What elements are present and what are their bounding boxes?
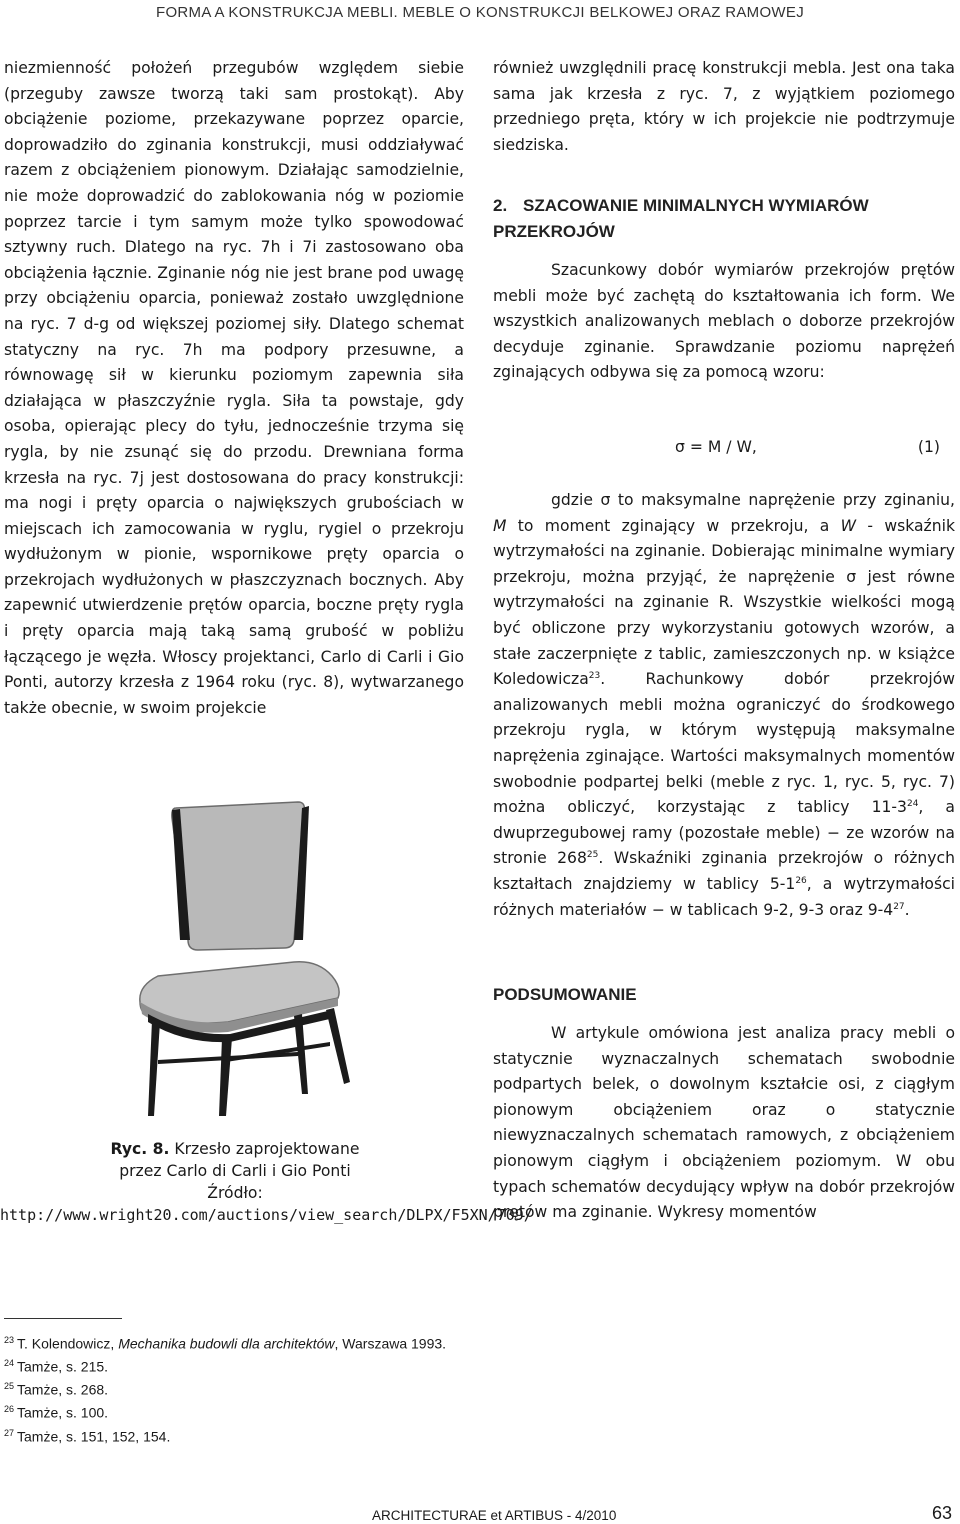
- page-number: 63: [931, 1503, 952, 1523]
- footnote: $^{27}$ Tamże, s. 151, 152, 154.: [4, 1427, 171, 1445]
- right-column-top: [493, 56, 955, 158]
- right-column-summary: [493, 1021, 955, 1226]
- source-label: Źródło:: [207, 1184, 263, 1202]
- journal-name: ARCHITECTURAE et ARTIBUS - 4/2010: [372, 1508, 617, 1523]
- footnote: $^{23}$ T. Kolendowicz, Mechanika budowli dla architektów, Warszawa 1993.: [4, 1335, 447, 1352]
- footnotes: [4, 1331, 704, 1447]
- footnote-ref: 23: [588, 670, 601, 681]
- chair-photo: [118, 790, 360, 1120]
- footnote-ref: 25: [586, 850, 599, 861]
- paragraph: gdzie σ to maksymalne naprężenie przy zginaniu, M to moment zginający w przekroju, a W - wskaźnik wytrzymałości na zginanie. Dobierając minimalne wymiary przekroju, można przyjąć, że naprężenie σ jest równe wytrzymałości na zginanie R. Wszystkie wielkości mogą być obliczone przy wykorzystaniu gotowych wzorów, a stałe zaczerpnięte z tablic, zamieszczonych np. w książce Koledowicza$^{23}$. Rachunkowy dobór przekrojów analizowanych mebli można ograniczyć do środkowego przekroju rygla, w którym występują maksymalne naprężenia zginające. Wartości maksymalnych momentów swobodnie podpartej belki (meble z ryc. 1, ryc. 5, ryc. 7) można obliczyć, korzystając z tablicy $11-3^{24}$, a dwuprzegubowej ramy (pozostałe meble) − ze wzorów na stronie $268^{25}$. Wskaźniki zginania przekrojów o różnych kształtach znajdziemy w tablicy $5-1^{26}$, a wytrzymałości różnych materiałów − w tablicach 9-2, 9-3 oraz $9-4^{27}$.: [493, 491, 955, 919]
- footnote-divider: [4, 1318, 122, 1319]
- caption-line-1: Krzesło zaprojektowane: [174, 1140, 360, 1158]
- paragraph: Szacunkowy dobór wymiarów przekrojów prętów mebli może być zachętą do kształtowania ich form. We wszystkich analizowanych meblach o doborze przekrojów decyduje zginanie. Sprawdzanie poziomu naprężeń zginających odbywa się za pomocą wzoru:: [493, 261, 955, 382]
- footnote-ref: 27: [893, 901, 905, 912]
- footnote-ref: 24: [906, 798, 919, 809]
- figure-caption: [0, 1138, 533, 1226]
- footnote: $^{26}$ Tamże, s. 100.: [4, 1404, 109, 1422]
- formula-expression: σ = M / W,: [675, 438, 757, 456]
- caption-line-2: przez Carlo di Carli i Gio Ponti: [119, 1162, 351, 1180]
- right-column-low: [493, 488, 955, 923]
- left-column: [4, 56, 464, 721]
- summary-heading: PODSUMOWANIE: [493, 985, 637, 1004]
- right-column-mid: [493, 258, 955, 386]
- paragraph: W artykule omówiona jest analiza pracy mebli o statycznie wyznaczalnych schematach swobodnie podpartych belek, o dowolnym kształcie osi, z ciągłym pionowym obciążeniem oraz o statycznie niewyznaczalnych schematach ramowych, z obciążeniem pionowym ciągłym i obciążeniem poziomym. W obu typach schematów decydujący wpływ na dobór przekrojów prętów ma zginanie. Wykresy momentów: [493, 1024, 955, 1222]
- section-number: 2.: [493, 196, 508, 215]
- source-url: http://www.wright20.com/auctions/view_search/DLPX/F5XN/709/: [0, 1206, 533, 1224]
- running-header: FORMA A KONSTRUKCJA MEBLI. MEBLE O KONSTRUKCJI BELKOWEJ ORAZ RAMOWEJ: [155, 4, 804, 21]
- footnote: $^{24}$ Tamże, s. 215.: [4, 1358, 109, 1375]
- section-2-heading: [493, 193, 933, 245]
- formula-1: [675, 438, 940, 464]
- formula-number: (1): [917, 438, 940, 456]
- section-title: SZACOWANIE MINIMALNYCH WYMIARÓW PRZEKROJÓW: [493, 196, 869, 241]
- paragraph: również uwzględnili pracę konstrukcji mebla. Jest ona taka sama jak krzesła z ryc. 7, z wyjątkiem poziomego przedniego pręta, który w ich projekcie nie podtrzymuje siedziska.: [493, 59, 955, 154]
- figure-label: Ryc. 8.: [110, 1140, 170, 1158]
- paragraph: niezmienność położeń przegubów względem siebie (przeguby zawsze tworzą taki sam prostokąt). Aby obciążenie poziome, przekazywane poprzez oparcie, doprowadziło do zginania konstrukcji, musi oddziaływać razem z obciążeniem pionowym. Działając samodzielnie, nie może doprowadzić do zablokowania nóg w poziomie poprzez tarcie i tym samym może tylko spowodować sztywny ruch. Dlatego na ryc. 7h i 7i zastosowano oba obciążenia łącznie. Zginanie nóg nie jest brane pod uwagę przy obciążeniu oparcia, ponieważ zostało uwzględnione na ryc. 7 d-g od większej poziomej siły. Dlatego schemat statyczny na ryc. 7h ma podpory przesuwne, a równowagę sił w kierunku poziomym zapewnia siła działająca w płaszczyźnie rygla. Siła ta powstaje, gdy osoba, opierając plecy do tyłu, jednocześnie trzyma się rygla, by nie zsunąć się do przodu. Drewniana forma krzesła na ryc. 7j jest dostosowana do pracy konstrukcji: ma nogi i pręty oparcia o największych grubościach w miejscach ich zamocowania w ryglu, rygiel o przekroju wydłużonym w pionie, wspornikowe pręty oparcia o przekrojach wydłużonych w płaszczyznach bocznych. Aby zapewnić utwierdzenie prętów oparcia, boczne pręty rygla i pręty oparcia mają taką samą grubość w pobliżu łączącego je węzła. Włoscy projektanci, Carlo di Carli i Gio Ponti, autorzy krzesła z 1964 roku (ryc. 8), wytwarzanego także obecnie, w swoim projekcie: [4, 59, 464, 717]
- footnote: $^{25}$ Tamże, s. 268.: [4, 1381, 109, 1398]
- footnote-ref: 26: [795, 875, 807, 886]
